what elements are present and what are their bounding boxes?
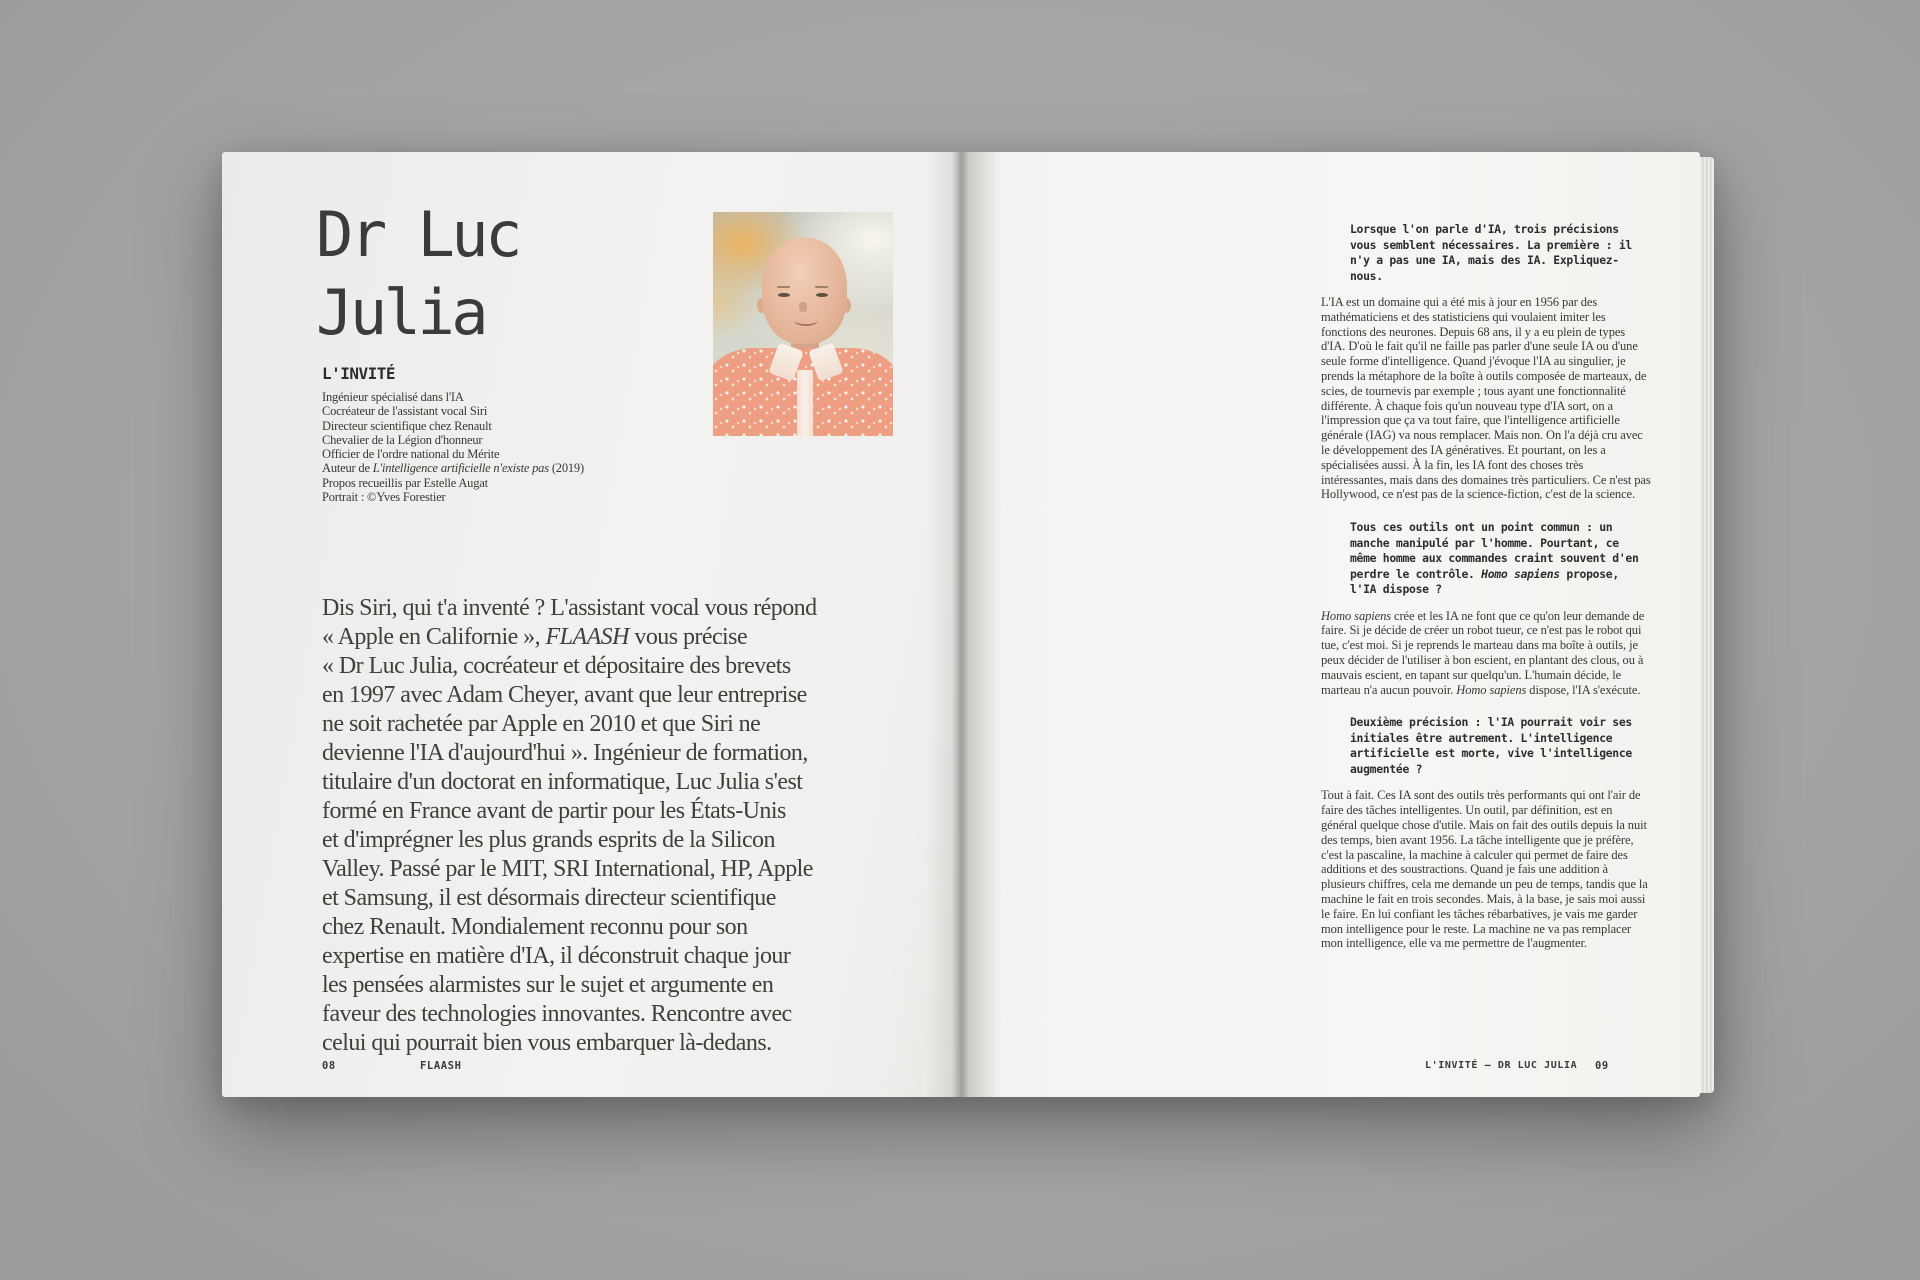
text-line	[322, 710, 817, 739]
text-segment: chez Renault. Mondialement reconnu pour son	[322, 914, 748, 940]
text-segment: Lorsque l'on parle d'IA, trois précisions vous semblent nécessaires. La première : il n'y a pas une IA, mais des IA. Expliquez-nous.	[1350, 222, 1632, 283]
interview-question	[1350, 520, 1651, 598]
qa-block	[1321, 222, 1651, 502]
text-segment: dispose, l'IA s'exécute.	[1526, 682, 1641, 697]
text-line	[322, 419, 584, 433]
text-line	[322, 739, 817, 768]
text-line	[322, 447, 584, 461]
text-line	[322, 623, 817, 652]
text-line	[322, 768, 817, 797]
text-segment: L'intelligence artificielle n'existe pas	[372, 461, 549, 476]
text-line	[322, 461, 584, 475]
text-line	[322, 652, 817, 681]
footer-magazine-name: FLAASH	[420, 1060, 462, 1072]
text-segment: Tous ces outils ont un point commun : un manche manipulé par l'homme. Pourtant, ce même homme aux commandes craint souvent d'en perdre le contrôle.	[1350, 520, 1639, 581]
photo-shirt-placket	[797, 370, 813, 436]
text-segment: ne soit rachetée par Apple en 2010 et que Siri ne	[322, 711, 761, 737]
text-line	[322, 826, 817, 855]
photo-eye-left	[778, 293, 790, 297]
interview-answer	[1321, 788, 1651, 951]
text-segment: Cocréateur de l'assistant vocal Siri	[322, 404, 488, 419]
text-segment: vous précise	[628, 624, 748, 650]
text-line	[322, 1000, 817, 1029]
text-segment: en 1997 avec Adam Cheyer, avant que leur entreprise	[322, 682, 807, 708]
text-segment: devienne l'IA d'aujourd'hui ». Ingénieur de formation,	[322, 740, 808, 766]
title-line-2: Julia	[316, 276, 486, 349]
interview-question	[1350, 715, 1651, 777]
text-segment: L'IA est un domaine qui a été mis à jour en 1956 par des mathématiciens et des statisticiens qui voulaient imiter les fonctions des neurones. Depuis 68 ans, il y a eu plein de types d'IA. D'où le fait qu'il ne faille pas parler d'une seule IA ou d'une seule forme d'intelligence. Quand j'évoque l'IA au singulier, je prends la métaphore de la boîte à outils composée de marteaux, de scies, de tournevis par exemple ; tous ayant une fonctionnalité différente. À chaque fois qu'un nouveau type d'IA sort, on a l'impression que ça va tout faire, que l'intelligence artificielle générale (IAG) va nous remplacer. Mais non. On l'a déjà cru avec le développement des IA génératives. Et pourtant, on les a spécialisées aussi. À la fin, les IA font des choses très intéressantes, mais dans des domaines très particuliers. Ce n'est pas Hollywood, ce n'est pas de la science-fiction, c'est de la science.	[1321, 295, 1651, 502]
qa-block	[1321, 715, 1651, 951]
text-line	[322, 1029, 817, 1058]
page-edge-stack	[1700, 157, 1714, 1093]
text-segment: Officier de l'ordre national du Mérite	[322, 447, 500, 462]
text-segment: « Apple en Californie »,	[322, 624, 546, 650]
left-page	[222, 152, 958, 1097]
text-line	[322, 681, 817, 710]
footer-section-title: L'INVITÉ – DR LUC JULIA	[1425, 1060, 1578, 1071]
text-segment: faveur des technologies innovantes. Rencontre avec	[322, 1001, 792, 1027]
text-segment: titulaire d'un doctorat en informatique, Luc Julia s'est	[322, 769, 803, 795]
text-segment: expertise en matière d'IA, il déconstruit chaque jour	[322, 943, 791, 969]
text-segment: (2019)	[548, 461, 584, 476]
intro-paragraph	[322, 594, 817, 1058]
section-label: L'INVITÉ	[322, 364, 396, 383]
text-segment: et Samsung, il est désormais directeur scientifique	[322, 885, 776, 911]
text-segment: Deuxième précision : l'IA pourrait voir ses initiales être autrement. L'intelligence artificielle est morte, vive l'intelligence augmentée ?	[1350, 715, 1632, 776]
right-page	[958, 152, 1700, 1097]
page-title	[316, 196, 519, 352]
text-segment: Propos recueillis par Estelle Augat	[322, 475, 488, 490]
title-line-1: Dr Luc	[316, 198, 519, 271]
interview-answer	[1321, 295, 1651, 502]
text-line	[322, 971, 817, 1000]
text-segment: Valley. Passé par le MIT, SRI International, HP, Apple	[322, 856, 813, 882]
magazine-spread	[222, 152, 1714, 1097]
text-line	[322, 404, 584, 418]
photo-nose	[799, 302, 807, 312]
text-line	[322, 594, 817, 623]
text-segment: Chevalier de la Légion d'honneur	[322, 432, 483, 447]
text-line	[322, 855, 817, 884]
text-segment: FLAASH	[545, 624, 629, 650]
text-segment: Directeur scientifique chez Renault	[322, 418, 492, 433]
footer-page-number-right: 09	[1595, 1060, 1609, 1072]
text-segment: « Dr Luc Julia, cocréateur et dépositaire des brevets	[322, 653, 791, 679]
text-segment: Ingénieur spécialisé dans l'IA	[322, 390, 464, 404]
text-segment: celui qui pourrait bien vous embarquer là-dedans.	[322, 1030, 772, 1056]
text-segment: Auteur de	[322, 461, 373, 476]
bio-list	[322, 390, 584, 504]
text-segment: Homo sapiens	[1456, 682, 1527, 697]
text-segment: Tout à fait. Ces IA sont des outils très performants qui ont l'air de faire des tâches intelligentes. Un outil, par définition, est en général quelque chose d'utile. Mais on fait des outils depuis la nuit des temps, bien avant 1956. La tâche intelligente que je préfère, c'est la pascaline, la machine à calculer qui permet de faire des additions et des soustractions. Quand je fais une addition à plusieurs chiffres, cela me demande un peu de temps, tandis que la machine le fait en trois secondes. Mais, à la base, je sais moi aussi le faire. En lui confiant les tâches rébarbatives, je vais me garder mon intelligence pour le reste. La machine ne va pas remplacer mon intelligence, elle va me permettre de l'augmenter.	[1321, 788, 1648, 951]
interview-question	[1350, 222, 1651, 284]
text-segment: propose, l'IA dispose ?	[1350, 566, 1619, 597]
text-line	[322, 433, 584, 447]
text-segment: et d'imprégner les plus grands esprits de la Silicon	[322, 827, 775, 853]
footer-page-number-left: 08	[322, 1060, 336, 1072]
text-segment: formé en France avant de partir pour les États-Unis	[322, 798, 786, 824]
text-segment: Homo sapiens	[1321, 608, 1391, 623]
text-segment: Dis Siri, qui t'a inventé ? L'assistant vocal vous répond	[322, 595, 817, 621]
interview-column	[1321, 222, 1651, 969]
text-line	[322, 884, 817, 913]
text-line	[322, 476, 584, 490]
text-line	[322, 490, 584, 504]
text-segment: Portrait : ©Yves Forestier	[322, 490, 446, 505]
photo-eye-right	[816, 293, 828, 297]
photo-brow-right	[815, 286, 828, 288]
text-segment: Homo sapiens	[1481, 566, 1560, 581]
text-segment: crée et les IA ne font que ce qu'on leur demande de faire. Si je décide de créer un robot tueur, ce n'est pas le robot qui tue, c'est moi. Si je reprends le marteau dans ma boîte à outils, je peux décider de l'utiliser à bon escient, en plantant des clous, ou à mauvais escient, en tapant sur quelqu'un. L'humain décide, le marteau n'a aucun pouvoir.	[1321, 608, 1645, 697]
interview-answer	[1321, 609, 1651, 698]
text-line	[322, 390, 584, 404]
portrait-photo	[713, 212, 893, 436]
qa-block	[1321, 520, 1651, 697]
photo-mouth	[794, 315, 818, 326]
text-line	[322, 913, 817, 942]
photo-head	[762, 238, 847, 344]
text-line	[322, 797, 817, 826]
text-segment: les pensées alarmistes sur le sujet et argumente en	[322, 972, 774, 998]
text-line	[322, 942, 817, 971]
photo-brow-left	[777, 286, 790, 288]
